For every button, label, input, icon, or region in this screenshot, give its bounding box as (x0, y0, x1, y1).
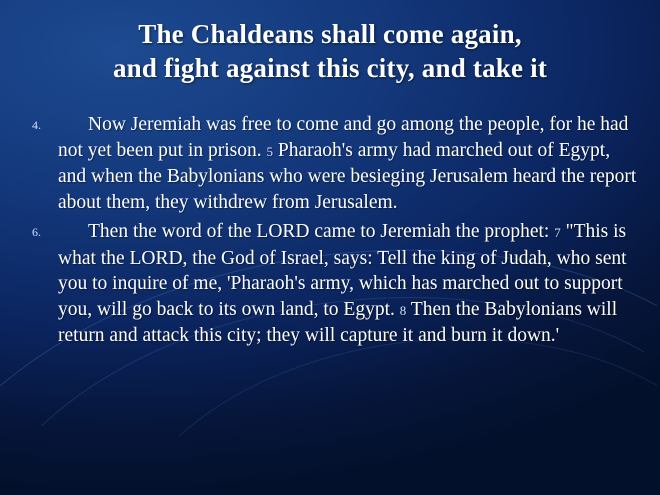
slide-body (24, 112, 638, 353)
slide-title (16, 18, 644, 86)
text-segment: "This is what the LORD, the God of Israel, says: Tell the king of Judah, who sent you to inquire of me, 'Pharaoh's army, which has marched out to support you, will go back to its own land, to Egypt. (58, 221, 627, 320)
text-segment: Then the Babylonians will return and attack this city; they will capture it and burn it down.' (58, 298, 618, 346)
text-segment: Pharaoh's army had marched out of Egypt, and when the Babylonians who were besieging Jerusalem heard the report about them, they withdrew from Jerusalem. (58, 139, 637, 213)
text-segment: Now Jeremiah was free to come and go among the people, for he had not yet been put in prison. (58, 114, 629, 161)
verse-number: 8 (399, 302, 407, 318)
paragraph-marker: 6. (32, 225, 41, 239)
paragraph (24, 112, 638, 215)
verse-number: 7 (554, 225, 561, 240)
paragraph-text (58, 219, 638, 349)
paragraph (24, 219, 638, 349)
slide-title-line-2: and fight against this city, and take it (112, 52, 548, 83)
text-segment: Then the word of the LORD came to Jeremiah the prophet: (88, 221, 555, 242)
slide-title-line-1: The Chaldeans shall come again, (138, 19, 522, 49)
paragraph-marker: 4. (32, 118, 41, 132)
verse-number: 5 (266, 143, 274, 159)
paragraph-text (58, 112, 638, 215)
